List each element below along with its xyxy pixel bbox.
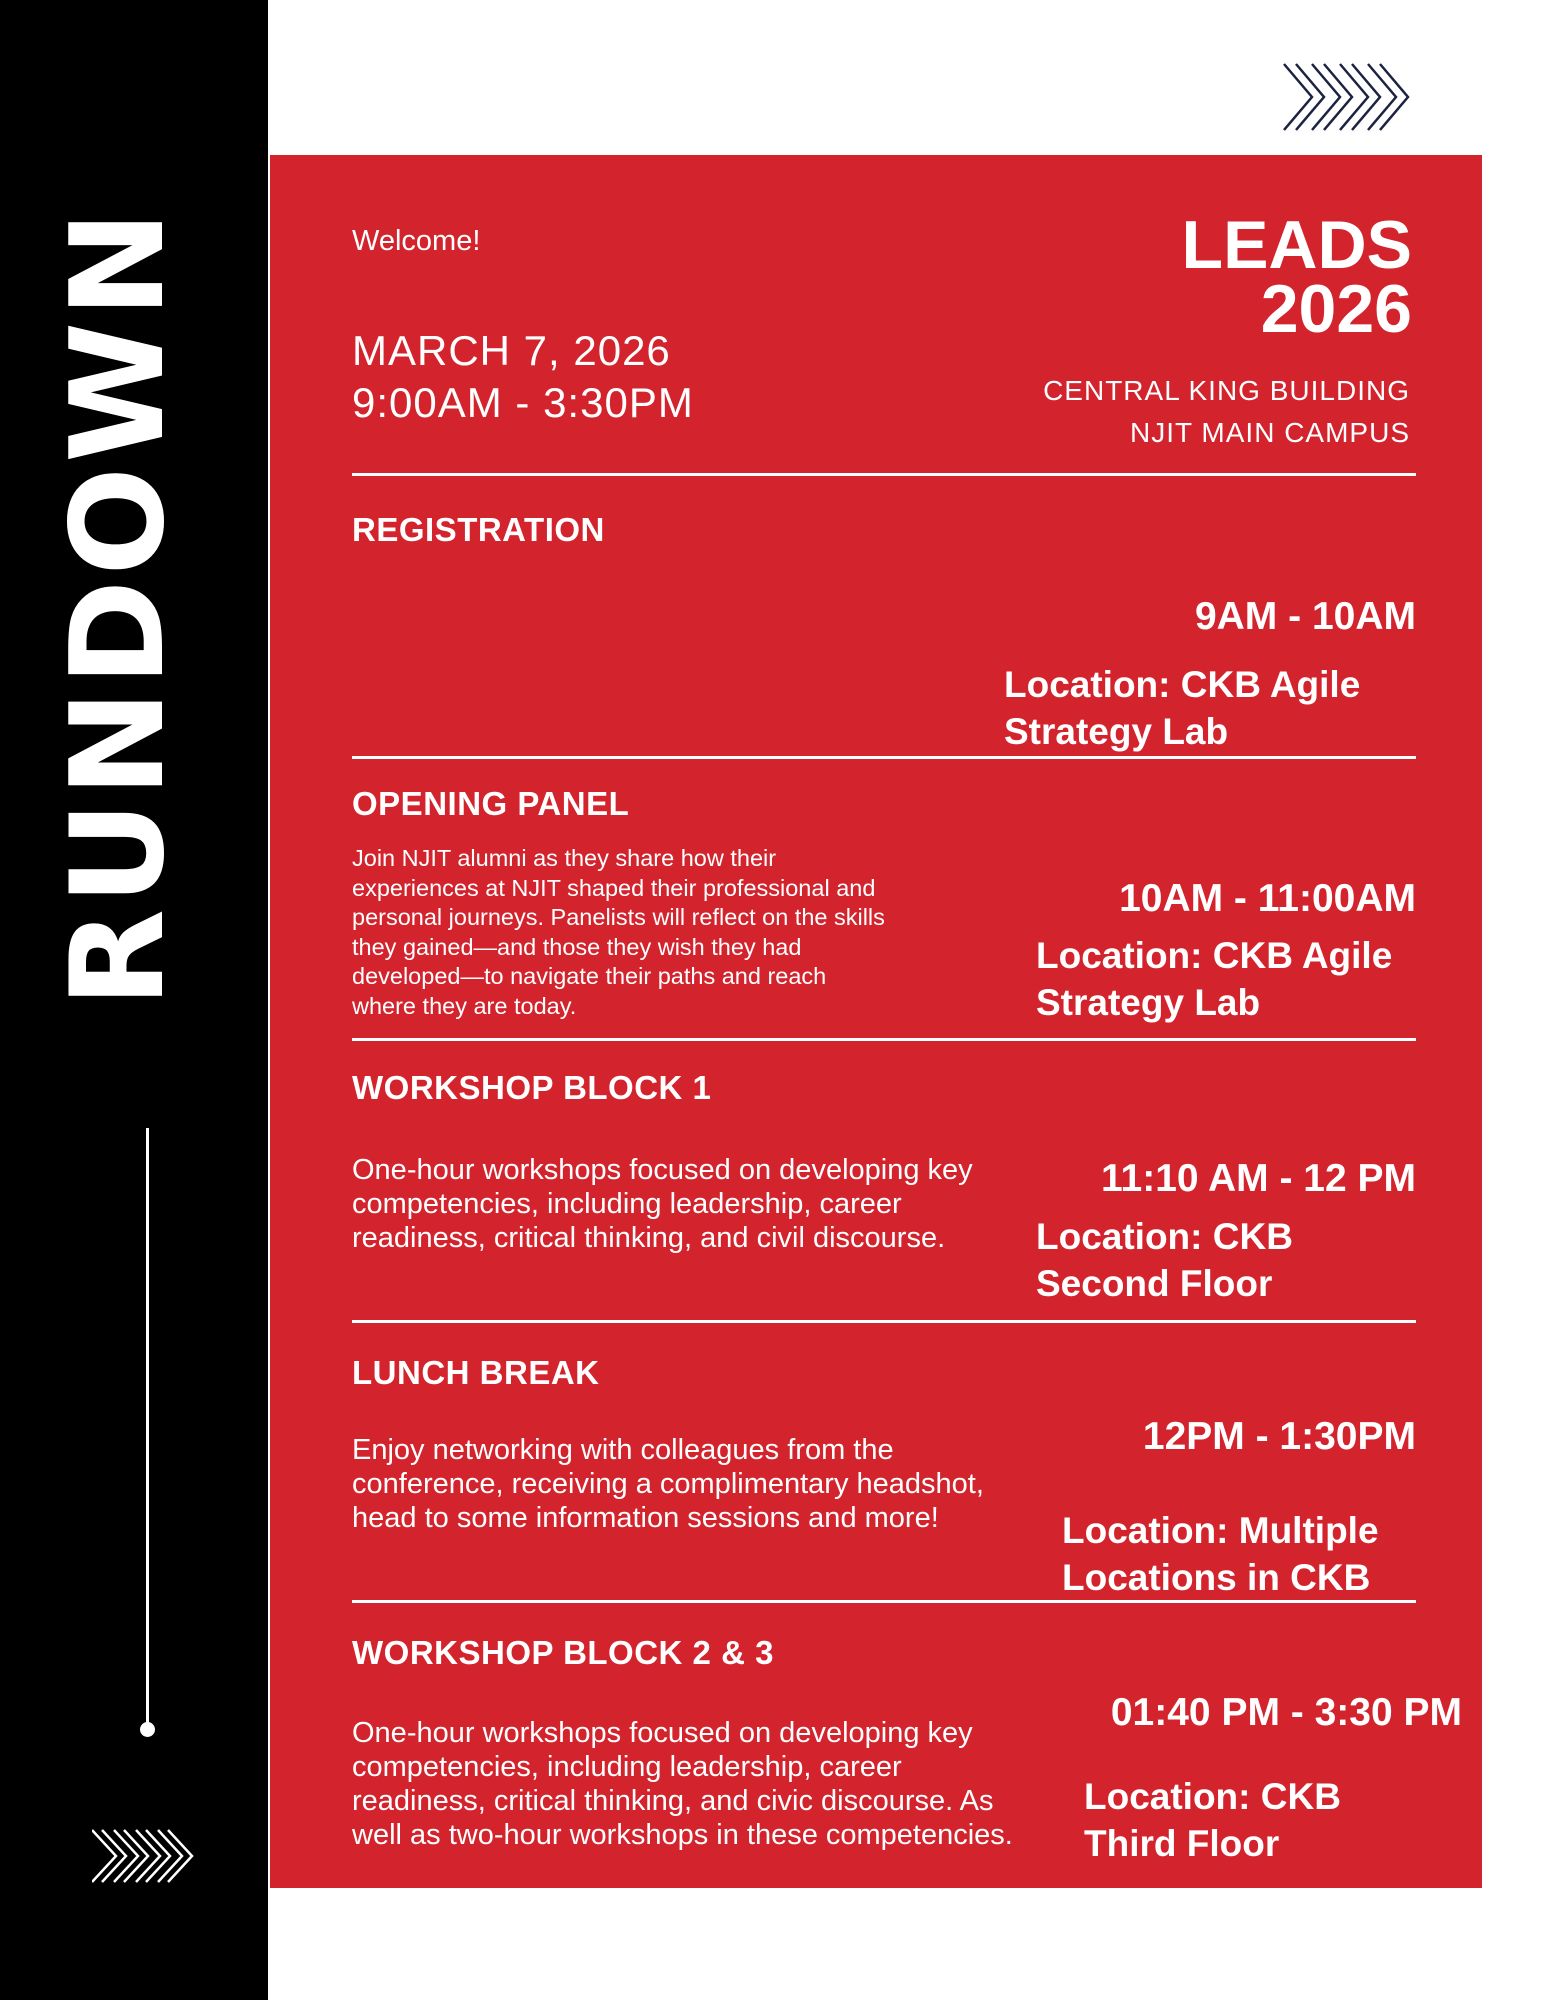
description-line: they gained—and those they wish they had	[352, 933, 802, 960]
session-description	[352, 1153, 973, 1255]
session-location	[1036, 1213, 1293, 1307]
event-hours: 9:00AM - 3:30PM	[352, 379, 694, 426]
description-line: competencies, including leadership, career	[352, 1188, 902, 1220]
sidebar-title-wrap	[44, 154, 193, 1059]
session-title: WORKSHOP BLOCK 2 & 3	[352, 1634, 774, 1671]
session-location	[1036, 932, 1392, 1026]
location-line1: Location: Multiple	[1062, 1510, 1379, 1551]
session-time: 9AM - 10AM	[1194, 595, 1416, 638]
event-title	[1181, 207, 1412, 347]
session-location	[1062, 1507, 1379, 1601]
description-line: developed—to navigate their paths and reach	[352, 963, 827, 989]
description-line: experiences at NJIT shaped their professional and	[352, 874, 876, 901]
description-line: Join NJIT alumni as they share how their	[352, 845, 777, 871]
location-line2: Strategy Lab	[1036, 982, 1261, 1023]
sidebar-title: RUNDOWN	[44, 206, 193, 1007]
divider	[352, 1600, 1416, 1603]
event-date-day: MARCH 7, 2026	[352, 327, 671, 374]
chevrons-right-icon	[92, 1826, 202, 1886]
description-line: conference, receiving a complimentary headshot,	[352, 1468, 984, 1500]
session-time: 11:10 AM - 12 PM	[1100, 1157, 1416, 1200]
location-line1: Location: CKB Agile	[1036, 935, 1393, 976]
description-line: well as two-hour workshops in these competencies.	[352, 1819, 1013, 1851]
event-date	[352, 325, 694, 429]
description-line: readiness, critical thinking, and civic discourse. As	[352, 1785, 994, 1817]
description-line: readiness, critical thinking, and civil discourse.	[352, 1222, 946, 1254]
location-line2: Second Floor	[1036, 1263, 1273, 1304]
session-time: 12PM - 1:30PM	[1142, 1415, 1416, 1458]
sidebar	[0, 0, 268, 2000]
event-venue	[1043, 370, 1410, 454]
location-line1: Location: CKB Agile	[1004, 664, 1361, 705]
welcome-text: Welcome!	[352, 225, 481, 257]
location-line2: Locations in CKB	[1062, 1557, 1371, 1598]
schedule-panel	[270, 155, 1482, 1888]
description-line: where they are today.	[352, 992, 577, 1019]
divider	[352, 1038, 1416, 1041]
session-location	[1084, 1773, 1341, 1867]
chevrons-right-icon	[1282, 60, 1414, 134]
divider	[352, 1320, 1416, 1323]
session-title: REGISTRATION	[352, 511, 605, 548]
timeline-dot	[140, 1722, 155, 1737]
event-title-line1: LEADS	[1181, 207, 1412, 283]
description-line: head to some information sessions and more!	[352, 1502, 939, 1534]
description-line: personal journeys. Panelists will reflect on the skills	[352, 904, 885, 930]
session-title: LUNCH BREAK	[352, 1354, 600, 1391]
location-line1: Location: CKB	[1084, 1776, 1341, 1817]
description-line: One-hour workshops focused on developing key	[352, 1717, 973, 1749]
session-time: 01:40 PM - 3:30 PM	[1110, 1691, 1462, 1734]
description-line: One-hour workshops focused on developing key	[352, 1154, 973, 1186]
description-line: competencies, including leadership, career	[352, 1751, 902, 1783]
event-title-line2: 2026	[1260, 271, 1412, 347]
session-title: WORKSHOP BLOCK 1	[352, 1069, 712, 1106]
divider	[352, 473, 1416, 476]
session-description	[352, 844, 885, 1021]
location-line2: Strategy Lab	[1004, 711, 1229, 752]
location-line1: Location: CKB	[1036, 1216, 1293, 1257]
session-time: 10AM - 11:00AM	[1119, 877, 1416, 920]
venue-line1: CENTRAL KING BUILDING	[1043, 375, 1410, 406]
session-description	[352, 1716, 1013, 1852]
session-location	[1004, 661, 1360, 755]
location-line2: Third Floor	[1084, 1823, 1280, 1864]
description-line: Enjoy networking with colleagues from the	[352, 1434, 894, 1466]
divider	[352, 756, 1416, 759]
session-description	[352, 1433, 984, 1535]
timeline-line	[146, 1128, 149, 1728]
session-title: OPENING PANEL	[352, 785, 630, 822]
venue-line2: NJIT MAIN CAMPUS	[1130, 417, 1410, 448]
